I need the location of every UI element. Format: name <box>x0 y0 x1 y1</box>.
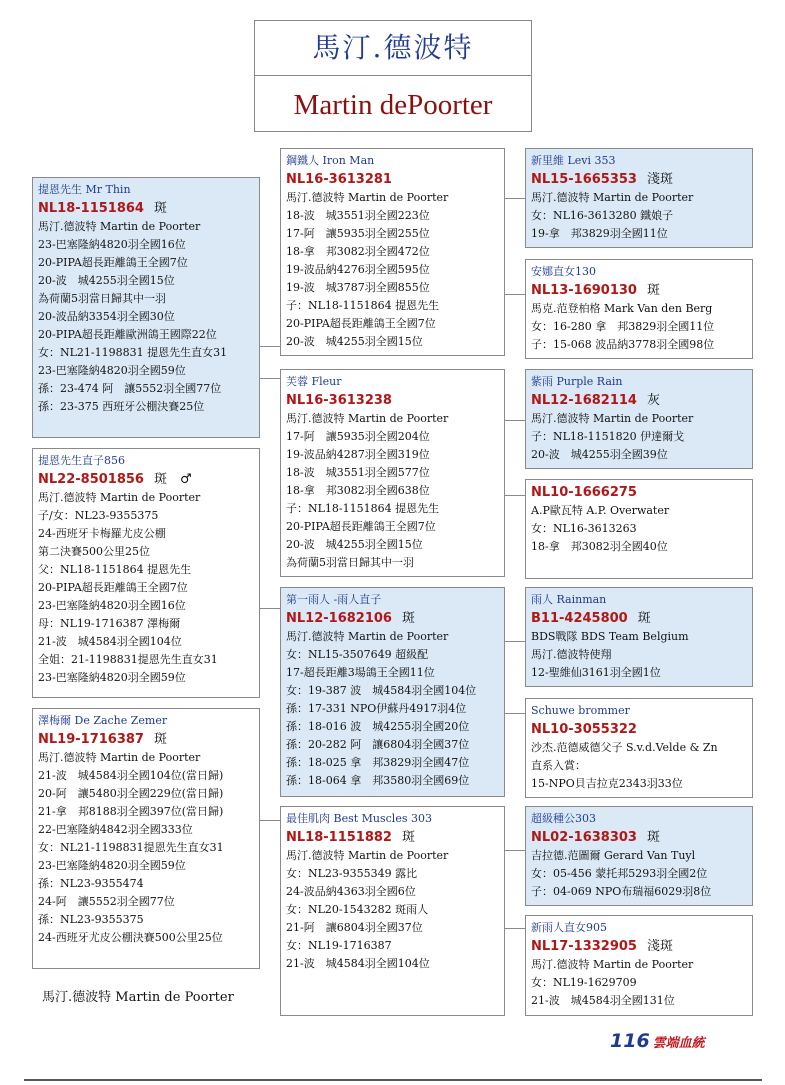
pedigree-box-sire-sire <box>280 148 505 356</box>
record-line: 21-波 城4584羽全國104位 <box>38 635 182 648</box>
connector-line <box>259 378 280 379</box>
record-line: 為荷蘭5羽當日歸其中一羽 <box>38 292 166 305</box>
connector-line <box>504 928 525 929</box>
pedigree-box-ssd <box>525 259 753 359</box>
color-marker: 斑 <box>153 732 167 747</box>
record-line: BDS戰隊 BDS Team Belgium <box>531 630 689 643</box>
record-line: 20-PIPA超長距離鴿王全國7位 <box>286 520 436 533</box>
record-line: 女：16-280 拿 邦3829羽全國11位 <box>531 320 715 333</box>
record-line: 女：19-387 波 城4584羽全國104位 <box>286 684 477 697</box>
record-line: 17-阿 讓5935羽全國255位 <box>286 227 430 240</box>
record-line: 馬汀.德波特使翔 <box>531 648 612 661</box>
bird-name: 芙蓉 Fleur <box>286 375 342 388</box>
record-line: 23-巴塞隆納4820羽全國59位 <box>38 671 186 684</box>
connector-line <box>504 495 525 496</box>
record-line: 子：NL18-1151864 提恩先生 <box>286 502 440 515</box>
color-marker: 斑 <box>637 611 651 626</box>
connector-line <box>504 641 525 642</box>
bird-name: 提恩先生 Mr Thin <box>38 183 131 196</box>
logo-text: 雲端血統 <box>652 1036 705 1051</box>
pedigree-box-sire <box>32 177 260 438</box>
record-line: 12-聖維仙3161羽全國1位 <box>531 666 661 679</box>
color-marker: 斑 <box>401 830 415 845</box>
bird-name: 紫雨 Purple Rain <box>531 375 623 388</box>
ring-number-row <box>531 170 747 189</box>
bird-name: 鋼鐵人 Iron Man <box>286 154 375 167</box>
ring-number: NL19-1716387 <box>38 732 144 747</box>
connector-line <box>259 346 280 347</box>
record-line: 母：NL19-1716387 澤梅爾 <box>38 617 181 630</box>
record-line: 19-拿 邦3829羽全國11位 <box>531 227 668 240</box>
record-line: 23-巴塞隆納4820羽全國59位 <box>38 859 186 872</box>
pedigree-box-dam-dam <box>32 708 260 969</box>
ring-number-row <box>38 730 254 749</box>
color-marker: 斑 <box>646 283 660 298</box>
record-line: A.P歐瓦特 A.P. Overwater <box>531 504 670 517</box>
record-line: 18-拿 邦3082羽全國40位 <box>531 540 668 553</box>
record-line: 23-巴塞隆納4820羽全國59位 <box>38 364 186 377</box>
title-english: Martin dePoorter <box>293 89 493 121</box>
pedigree-box-sds <box>525 369 753 469</box>
record-line: 馬汀.德波特 Martin de Poorter <box>286 630 449 643</box>
color-marker: 斑 <box>401 611 415 626</box>
record-line: 直系入賞： <box>531 759 586 772</box>
record-line: 為荷蘭5羽當日歸其中一羽 <box>286 556 414 569</box>
connector-line <box>259 608 280 609</box>
color-marker: 斑 <box>646 830 660 845</box>
connector-line <box>259 820 280 821</box>
record-line: 23-巴塞隆納4820羽全國16位 <box>38 238 186 251</box>
record-line: 孫：18-016 波 城4255羽全國20位 <box>286 720 470 733</box>
ring-number: NL18-1151864 <box>38 201 144 216</box>
record-line: 21-阿 讓6804羽全國37位 <box>286 921 423 934</box>
ring-number: NL16-3613281 <box>286 172 392 187</box>
record-line: 23-巴塞隆納4820羽全國16位 <box>38 599 186 612</box>
connector-line <box>504 294 525 295</box>
record-line: 19-波 城3787羽全國855位 <box>286 281 430 294</box>
record-line: 女：NL16-3613263 <box>531 522 637 535</box>
ring-number: B11-4245800 <box>531 611 628 626</box>
ring-number: NL16-3613238 <box>286 393 392 408</box>
record-line: 孫：18-064 拿 邦3580羽全國69位 <box>286 774 470 787</box>
ring-number: NL22-8501856 <box>38 472 144 487</box>
record-line: 馬汀.德波特 Martin de Poorter <box>286 412 449 425</box>
record-line: 女：NL20-1543282 斑雨人 <box>286 903 429 916</box>
record-line: 孫：NL23-9355474 <box>38 877 144 890</box>
record-line: 馬汀.德波特 Martin de Poorter <box>286 849 449 862</box>
record-line: 19-波品納4276羽全國595位 <box>286 263 430 276</box>
logo-number: 116 <box>610 1030 650 1052</box>
record-line: 20-阿 讓5480羽全國229位(當日歸) <box>38 787 224 800</box>
record-line: 20-PIPA超長距離鴿王全國7位 <box>286 317 436 330</box>
record-line: 20-PIPA超長距離歐洲鴿王國際22位 <box>38 328 217 341</box>
bird-name: 第一雨人 -雨人直子 <box>286 593 382 606</box>
ring-number-row <box>531 937 747 956</box>
record-line: 20-PIPA超長距離鴿王全國7位 <box>38 581 188 594</box>
record-line: 女：NL21-1198831提恩先生直女31 <box>38 841 224 854</box>
color-marker: 斑 <box>153 201 167 216</box>
record-line: 女：NL15-3507649 超級配 <box>286 648 429 661</box>
ring-number: NL18-1151882 <box>286 830 392 845</box>
record-line: 馬汀.德波特 Martin de Poorter <box>38 220 201 233</box>
record-line: 孫：NL23-9355375 <box>38 913 144 926</box>
record-line: 孫：18-025 拿 邦3829羽全國47位 <box>286 756 470 769</box>
record-line: 15-NPO貝吉拉克2343羽33位 <box>531 777 683 790</box>
ring-number-row <box>286 170 499 189</box>
ring-number-row <box>531 391 747 410</box>
ring-number: NL12-1682114 <box>531 393 637 408</box>
record-line: 18-拿 邦3082羽全國472位 <box>286 245 430 258</box>
ring-number: NL15-1665353 <box>531 172 637 187</box>
connector-line <box>504 713 525 714</box>
record-line: 20-波品納3354羽全國30位 <box>38 310 175 323</box>
record-line: 21-波 城4584羽全國104位 <box>286 957 430 970</box>
record-line: 24-西班牙尤皮公棚決賽500公里25位 <box>38 931 223 944</box>
record-line: 子：NL18-1151820 伊達爾戈 <box>531 430 685 443</box>
connector-line <box>504 198 525 199</box>
bird-name: 新里維 Levi 353 <box>531 154 616 167</box>
record-line: 沙杰.范德威德父子 S.v.d.Velde & Zn <box>531 741 718 754</box>
record-line: 20-波 城4255羽全國15位 <box>286 335 423 348</box>
pedigree-box-dsd <box>525 698 753 798</box>
connector-line <box>504 420 525 421</box>
ring-number-row <box>531 281 747 300</box>
ring-number: NL13-1690130 <box>531 283 637 298</box>
color-marker: 淺斑 <box>646 939 673 954</box>
record-line: 女：NL16-3613280 鐵娘子 <box>531 209 674 222</box>
ring-number-row <box>531 483 747 502</box>
ring-number-row <box>531 828 747 847</box>
record-line: 21-波 城4584羽全國104位(當日歸) <box>38 769 224 782</box>
record-line: 18-波 城3551羽全國223位 <box>286 209 430 222</box>
record-line: 第二決賽500公里25位 <box>38 545 150 558</box>
record-line: 20-PIPA超長距離鴿王全國7位 <box>38 256 188 269</box>
ring-number-row <box>286 828 499 847</box>
pedigree-box-dss <box>525 587 753 687</box>
record-line: 21-拿 邦8188羽全國397位(當日歸) <box>38 805 224 818</box>
record-line: 18-波 城3551羽全國577位 <box>286 466 430 479</box>
color-marker: 灰 <box>646 393 660 408</box>
color-marker: 斑 ♂ <box>153 472 192 487</box>
record-line: 女：NL23-9355349 露比 <box>286 867 418 880</box>
ring-number-row <box>531 609 747 628</box>
bottom-divider <box>24 1079 762 1081</box>
ring-number-row <box>38 470 254 489</box>
pedigree-box-dam-sire <box>280 587 505 797</box>
record-line: 24-阿 讓5552羽全國77位 <box>38 895 175 908</box>
bird-name: 雨人 Rainman <box>531 593 607 606</box>
record-line: 20-波 城4255羽全國15位 <box>38 274 175 287</box>
ring-number-row <box>38 199 254 218</box>
color-marker: 淺斑 <box>646 172 673 187</box>
bird-name: 新雨人直女905 <box>531 921 607 934</box>
bird-name: 最佳肌肉 Best Muscles 303 <box>286 812 432 825</box>
record-line: 19-波品納4287羽全國319位 <box>286 448 430 461</box>
brand-logo <box>610 1030 705 1052</box>
record-line: 子/女：NL23-9355375 <box>38 509 159 522</box>
record-line: 馬汀.德波特 Martin de Poorter <box>531 412 694 425</box>
pedigree-box-ddd <box>525 915 753 1016</box>
title-chinese: 馬汀.德波特 <box>255 21 531 76</box>
record-line: 20-波 城4255羽全國39位 <box>531 448 668 461</box>
record-line: 21-波 城4584羽全國131位 <box>531 994 675 1007</box>
record-line: 24-波品納4363羽全國6位 <box>286 885 416 898</box>
ring-number: NL10-3055322 <box>531 722 637 737</box>
record-line: 孫：20-282 阿 讓6804羽全國37位 <box>286 738 470 751</box>
record-line: 女：NL19-1716387 <box>286 939 392 952</box>
record-line: 女：05-456 蒙托邦5293羽全國2位 <box>531 867 708 880</box>
pedigree-box-sss <box>525 148 753 248</box>
record-line: 馬克.范登柏格 Mark Van den Berg <box>531 302 713 315</box>
pedigree-box-dds <box>525 806 753 906</box>
title-box <box>254 20 532 132</box>
record-line: 吉拉德.范圖爾 Gerard Van Tuyl <box>531 849 696 862</box>
record-line: 子：04-069 NPO布瑞福6029羽8位 <box>531 885 712 898</box>
record-line: 孫：23-474 阿 讓5552羽全國77位 <box>38 382 222 395</box>
pedigree-box-dam-dam-line <box>280 806 505 1016</box>
record-line: 全姐：21-1198831提恩先生直女31 <box>38 653 218 666</box>
record-line: 17-阿 讓5935羽全國204位 <box>286 430 430 443</box>
record-line: 女：NL21-1198831 提恩先生直女31 <box>38 346 228 359</box>
record-line: 馬汀.德波特 Martin de Poorter <box>531 958 694 971</box>
ring-number: NL12-1682106 <box>286 611 392 626</box>
footer-owner-name: 馬汀.德波特 Martin de Poorter <box>42 990 234 1005</box>
ring-number: NL17-1332905 <box>531 939 637 954</box>
ring-number: NL10-1666275 <box>531 485 637 500</box>
ring-number-row <box>286 391 499 410</box>
record-line: 18-拿 邦3082羽全國638位 <box>286 484 430 497</box>
record-line: 22-巴塞隆納4842羽全國333位 <box>38 823 193 836</box>
connector-line <box>504 850 525 851</box>
ring-number-row <box>531 720 747 739</box>
record-line: 20-波 城4255羽全國15位 <box>286 538 423 551</box>
record-line: 馬汀.德波特 Martin de Poorter <box>38 491 201 504</box>
bird-name: 安娜直女130 <box>531 265 596 278</box>
pedigree-box-dam <box>32 448 260 698</box>
record-line: 孫：17-331 NPO伊蘇丹4917羽4位 <box>286 702 467 715</box>
record-line: 24-西班牙卡梅羅尤皮公棚 <box>38 527 166 540</box>
bird-name: 提恩先生直子856 <box>38 454 125 467</box>
record-line: 馬汀.德波特 Martin de Poorter <box>531 191 694 204</box>
record-line: 子：15-068 波品納3778羽全國98位 <box>531 338 715 351</box>
pedigree-box-sire-dam <box>280 369 505 577</box>
record-line: 女：NL19-1629709 <box>531 976 637 989</box>
record-line: 17-超長距離3場鴿王全國11位 <box>286 666 435 679</box>
record-line: 孫：23-375 西班牙公棚決賽25位 <box>38 400 205 413</box>
ring-number: NL02-1638303 <box>531 830 637 845</box>
record-line: 馬汀.德波特 Martin de Poorter <box>286 191 449 204</box>
bird-name: 超級種公303 <box>531 812 596 825</box>
record-line: 馬汀.德波特 Martin de Poorter <box>38 751 201 764</box>
record-line: 父：NL18-1151864 提恩先生 <box>38 563 192 576</box>
bird-name: Schuwe brommer <box>531 704 630 717</box>
bird-name: 澤梅爾 De Zache Zemer <box>38 714 168 727</box>
record-line: 子：NL18-1151864 提恩先生 <box>286 299 440 312</box>
pedigree-box-sdd <box>525 479 753 579</box>
ring-number-row <box>286 609 499 628</box>
